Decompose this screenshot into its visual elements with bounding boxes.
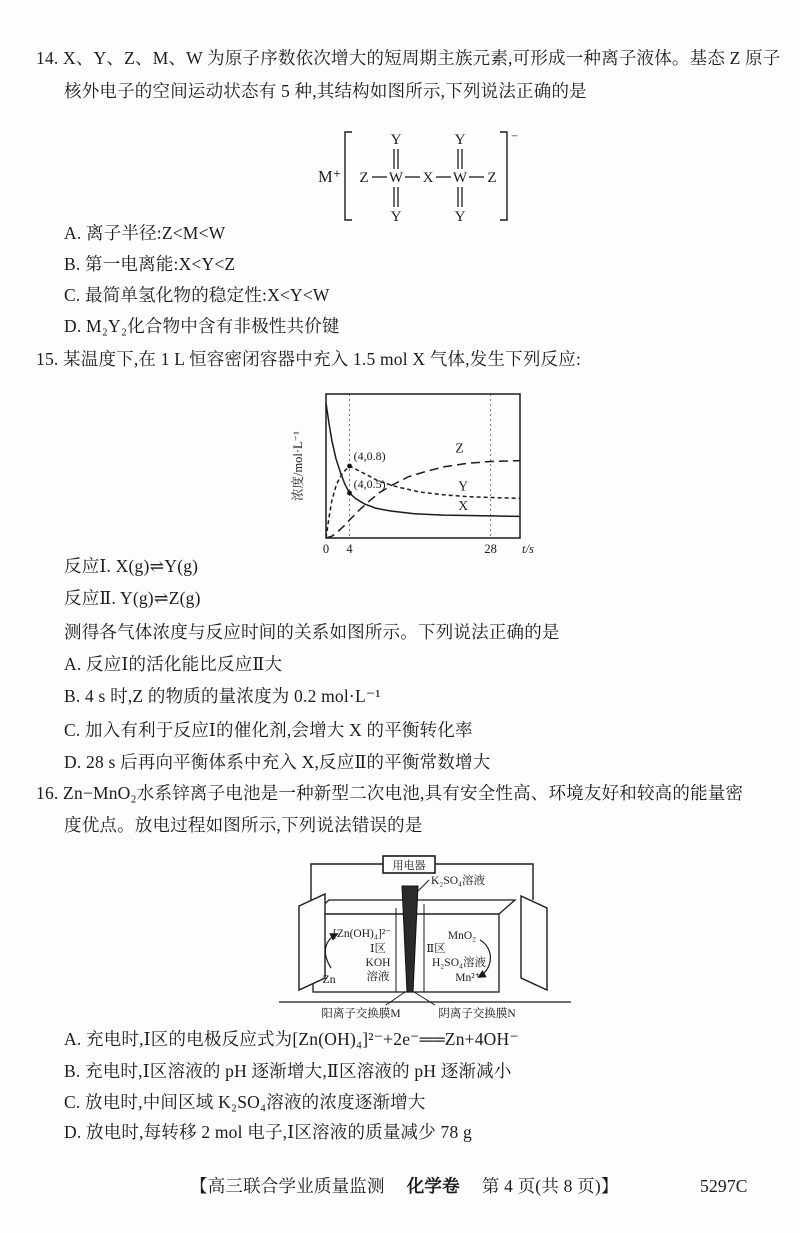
q15-intro: 15. 某温度下,在 1 L 恒容密闭容器中充入 1.5 mol X 气体,发生下列反应: [36, 349, 582, 369]
atom-w-right: W [452, 170, 468, 186]
page-footer [190, 1176, 619, 1197]
series-label-Y: Y [458, 478, 469, 494]
zn-complex-label: [Zn(OH)₄]²⁻ [333, 928, 392, 940]
q15-reaction-2: 反应Ⅱ. Y(g)⇌Z(g) [64, 588, 201, 608]
zn-electrode-plate [299, 894, 325, 990]
q14-option-d: D. M₂Y₂化合物中含有非极性共价键 [64, 316, 340, 336]
footer-page-number: 第 4 页(共 8 页)】 [481, 1176, 619, 1196]
point-annotation: (4,0.5) [353, 477, 386, 492]
membrane-n-pointer [414, 992, 435, 1005]
region-2-label: Ⅱ区 [426, 943, 446, 955]
cation-label: M⁺ [318, 167, 342, 186]
q14-option-c: C. 最简单氢化物的稳定性:X<Y<W [64, 285, 330, 305]
footer-code: 5297C [700, 1176, 748, 1196]
solution-label: 溶液 [366, 971, 390, 983]
membrane-n-label: 阴离子交换膜N [438, 1008, 516, 1020]
k2so4-label: K₂SO₄溶液 [431, 875, 486, 887]
zn-electrode-label: Zn [322, 972, 336, 986]
atom-x-center: X [422, 170, 434, 186]
atom-y-bottom-right: Y [454, 209, 466, 224]
data-point [347, 464, 352, 469]
mno2-label: MnO₂ [447, 930, 477, 942]
q16-battery-figure [265, 850, 585, 1028]
series-label-X: X [458, 498, 469, 514]
anion-charge: − [511, 129, 519, 143]
atom-z-left: Z [359, 170, 369, 186]
point-annotation: (4,0.8) [353, 449, 386, 464]
membrane-m-pointer [386, 992, 405, 1005]
x-tick-label: 28 [484, 542, 497, 556]
q16-option-a: A. 充电时,Ⅰ区的电极反应式为[Zn(OH)₄]²⁻+2e⁻══Zn+4OH⁻ [64, 1029, 519, 1049]
x-tick-label: 4 [346, 542, 353, 556]
region-1-label: Ⅰ区 [369, 943, 387, 955]
atom-y-top-left: Y [390, 132, 402, 148]
atom-y-bottom-left: Y [390, 209, 402, 224]
q14-option-a: A. 离子半径:Z<M<W [64, 223, 226, 243]
q15-option-d: D. 28 s 后再向平衡体系中充入 X,反应Ⅱ的平衡常数增大 [64, 752, 491, 772]
series-label-Z: Z [455, 440, 464, 456]
atom-z-right: Z [487, 170, 497, 186]
y-axis-label: 浓度/mol·L⁻¹ [291, 430, 305, 502]
q16-line2: 度优点。放电过程如图所示,下列说法错误的是 [64, 815, 423, 835]
x-axis-label: t/s [522, 542, 534, 556]
data-point [347, 491, 352, 496]
load-label: 用电器 [392, 860, 426, 872]
membrane-assembly [402, 886, 418, 992]
left-wire [311, 864, 383, 900]
mn2-label: Mn²⁺ [455, 972, 481, 984]
k2so4-pointer [417, 880, 429, 892]
q16-option-b: B. 充电时,Ⅰ区溶液的 pH 逐渐增大,Ⅱ区溶液的 pH 逐渐减小 [64, 1061, 512, 1081]
q14-ion-structure-figure [302, 124, 537, 224]
footer-title: 【高三联合学业质量监测 [190, 1176, 385, 1196]
q15-option-b: B. 4 s 时,Z 的物质的量浓度为 0.2 mol·L⁻¹ [64, 686, 381, 706]
q15-caption: 测得各气体浓度与反应时间的关系如图所示。下列说法正确的是 [64, 622, 560, 642]
q16-option-d: D. 放电时,每转移 2 mol 电子,Ⅰ区溶液的质量减少 78 g [64, 1122, 472, 1142]
right-bracket [500, 132, 507, 220]
koh-label: KOH [365, 957, 391, 969]
q16-line1: 16. Zn−MnO₂水系锌离子电池是一种新型二次电池,具有安全性高、环境友好和较高的能量密 [36, 783, 744, 803]
left-bracket [345, 132, 352, 220]
q14-line1: 14. X、Y、Z、M、W 为原子序数依次增大的短周期主族元素,可形成一种离子液体。基态 Z 原子 [36, 48, 781, 68]
h2so4-label: H₂SO₄溶液 [431, 957, 487, 969]
q14-option-b: B. 第一电离能:X<Y<Z [64, 254, 236, 274]
mno2-electrode-plate [521, 896, 547, 990]
atom-w-left: W [388, 170, 404, 186]
q15-reaction-1: 反应Ⅰ. X(g)⇌Y(g) [64, 556, 199, 576]
q16-option-c: C. 放电时,中间区域 K₂SO₄溶液的浓度逐渐增大 [64, 1092, 426, 1112]
membrane-m-label: 阳离子交换膜M [321, 1008, 401, 1020]
footer-subject: 化学卷 [406, 1176, 460, 1196]
q15-option-a: A. 反应Ⅰ的活化能比反应Ⅱ大 [64, 654, 283, 674]
q15-concentration-time-chart [288, 386, 540, 558]
q15-option-c: C. 加入有利于反应Ⅰ的催化剂,会增大 X 的平衡转化率 [64, 720, 473, 740]
atom-y-top-right: Y [454, 132, 466, 148]
x-tick-label: 0 [322, 542, 330, 556]
q14-line2: 核外电子的空间运动状态有 5 种,其结构如图所示,下列说法正确的是 [64, 81, 587, 101]
